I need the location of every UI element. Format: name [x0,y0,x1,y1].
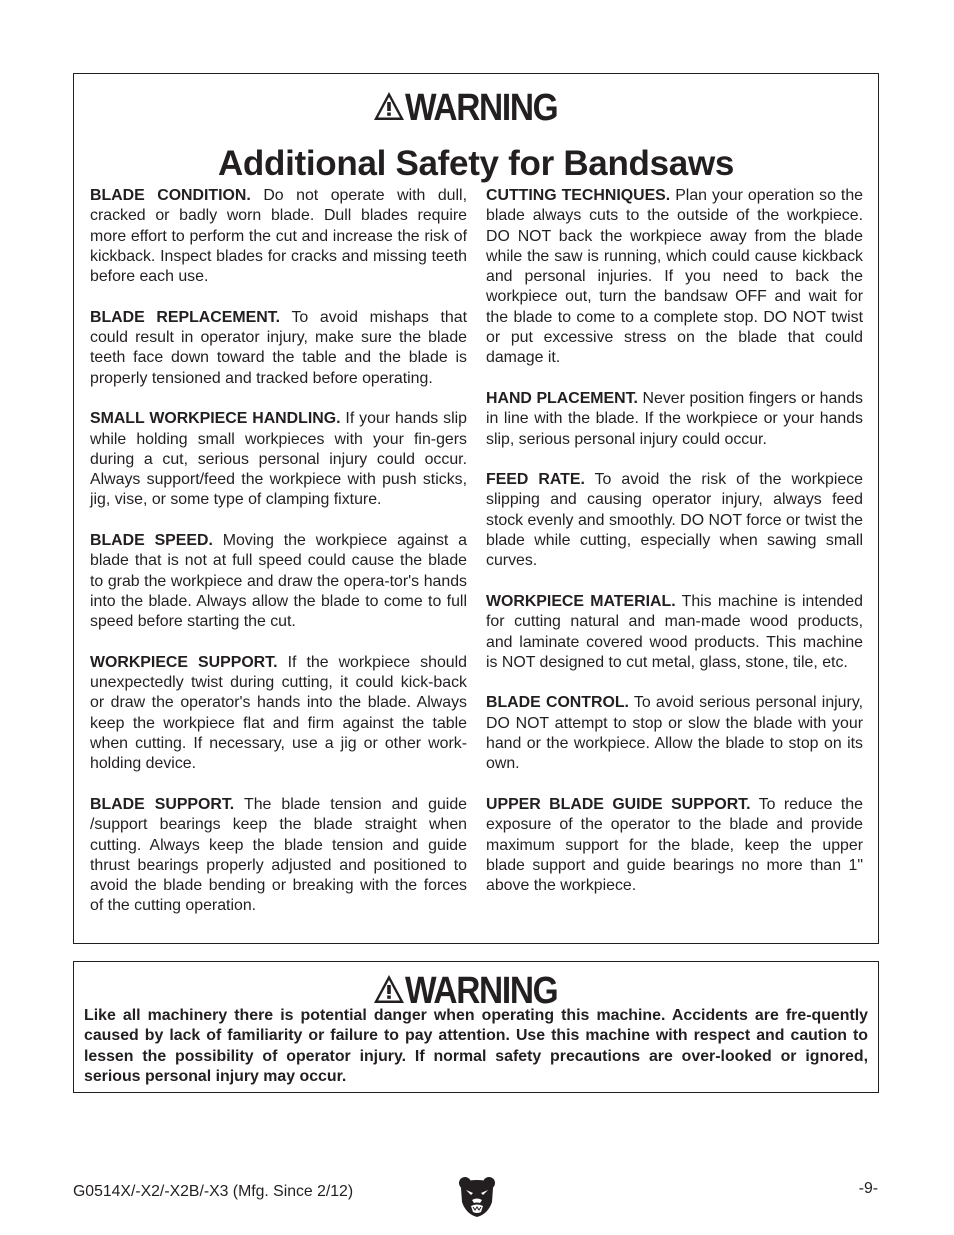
right-column [486,186,863,917]
safety-item [90,308,467,389]
warning-word: WARNING [405,87,558,129]
safety-item-heading: BLADE REPLACEMENT. [90,308,281,326]
safety-item [486,795,863,896]
bandsaw-safety-warning-box [73,73,879,944]
safety-item [90,531,467,632]
safety-item [486,186,863,369]
safety-item-text: To avoid serious personal injury, DO NOT attempt to stop or slow the blade with your hand or the workpiece. Allow the blade to stop on its own. [486,694,863,773]
safety-item-text: Moving the workpiece against a blade that is not at full speed could cause the blade to grab the workpiece and draw the opera-tor's hands into the blade. Always allow the blade to come to full speed before starting the cut. [90,532,467,631]
safety-item [486,693,863,774]
footer-model-number: G0514X/-X2/-X2B/-X3 (Mfg. Since 2/12) [73,1183,354,1200]
safety-item [486,592,863,673]
safety-item [486,389,863,450]
safety-item [90,653,467,775]
warning-heading [74,962,878,1010]
page-title: Additional Safety for Bandsaws [217,144,735,183]
safety-item-heading: SMALL WORKPIECE HANDLING. [90,410,341,428]
safety-item-heading: CUTTING TECHNIQUES. [486,187,671,204]
warning-word: WARNING [405,970,558,1012]
safety-item-text: Never position fingers or hands in line with the blade. If the workpiece or your hands slip, serious personal injury could occur. [486,389,863,448]
safety-item-heading: HAND PLACEMENT. [486,389,638,407]
safety-item-heading: BLADE CONTROL. [486,694,629,712]
safety-item-text: The blade tension and guide /support bearings keep the blade straight when cutting. Always keep the blade tension and guide thrust bearings properly adjusted and positioned to avoid the blade bending or breaking with the forces of the cutting operation. [90,795,467,915]
safety-item-text: To avoid mishaps that could result in operator injury, make sure the blade teeth face down toward the table and the blade is properly tensioned and tracked before operating. [90,308,467,387]
safety-item-heading: WORKPIECE SUPPORT. [90,653,278,671]
warning-triangle-icon [373,974,405,1009]
safety-item-text: Plan your operation so the blade always cuts to the outside of the workpiece. DO NOT back the workpiece away from the blade while the saw is running, which could cause kickback and personal injuries. If you need to back the workpiece out, turn the bandsaw OFF and wait for the blade to come to a complete stop. DO NOT twist or put excessive stress on the blade that could damage it. [486,187,863,367]
safety-item-heading: UPPER BLADE GUIDE SUPPORT. [486,795,751,813]
safety-item-text: This machine is intended for cutting natural and man-made wood products, and laminate covered wood products. This machine is NOT designed to cut metal, glass, stone, tile, etc. [486,592,863,671]
safety-item-text: To avoid the risk of the workpiece slipping and causing operator injury, always feed stock evenly and smoothly. DO NOT force or twist the blade while cutting, especially when sawing small curves. [486,471,863,570]
bear-logo-icon [458,1176,496,1223]
page-number: -9- [858,1180,878,1197]
safety-item-heading: BLADE CONDITION. [90,187,251,204]
safety-item-text: Do not operate with dull, cracked or badly worn blade. Dull blades require more effort to perform the cut and increase the risk of kickback. Inspect blades for cracks and missing teeth before each use. [90,187,467,286]
safety-item-heading: BLADE SPEED. [90,532,213,550]
warning-heading [74,74,878,181]
safety-item [90,186,467,287]
safety-item [90,795,467,917]
safety-item-heading: FEED RATE. [486,471,585,489]
general-warning-box [73,961,879,1093]
general-warning-text: Like all machinery there is potential danger when operating this machine. Accidents are fre-quently caused by lack of familiarity or failure to pay attention. Use this machine with respect and caution to lessen the possibility of operator injury. If normal safety precautions are over-looked or ignored, serious personal injury may occur. [84,1007,868,1085]
safety-item-text: If your hands slip while holding small workpieces with your fin-gers during a cut, serious personal injury could occur. Always support/feed the workpiece with push sticks, jig, vise, or some type of clamping fixture. [90,410,467,509]
safety-item-heading: BLADE SUPPORT. [90,795,235,813]
safety-item [90,409,467,510]
safety-item-text: To reduce the exposure of the operator to the blade and provide maximum support for the blade, keep the upper blade support and guide bearings no more than 1" above the workpiece. [486,795,863,895]
safety-item-text: If the workpiece should unexpectedly twist during cutting, it could kick-back or draw the operator's hands into the blade. Always keep the workpiece flat and firm against the table when cutting. If necessary, use a jig or other work-holding device. [90,653,467,773]
left-column [90,186,467,937]
safety-item [486,470,863,571]
safety-item-heading: WORKPIECE MATERIAL. [486,592,676,610]
warning-triangle-icon [373,91,405,126]
